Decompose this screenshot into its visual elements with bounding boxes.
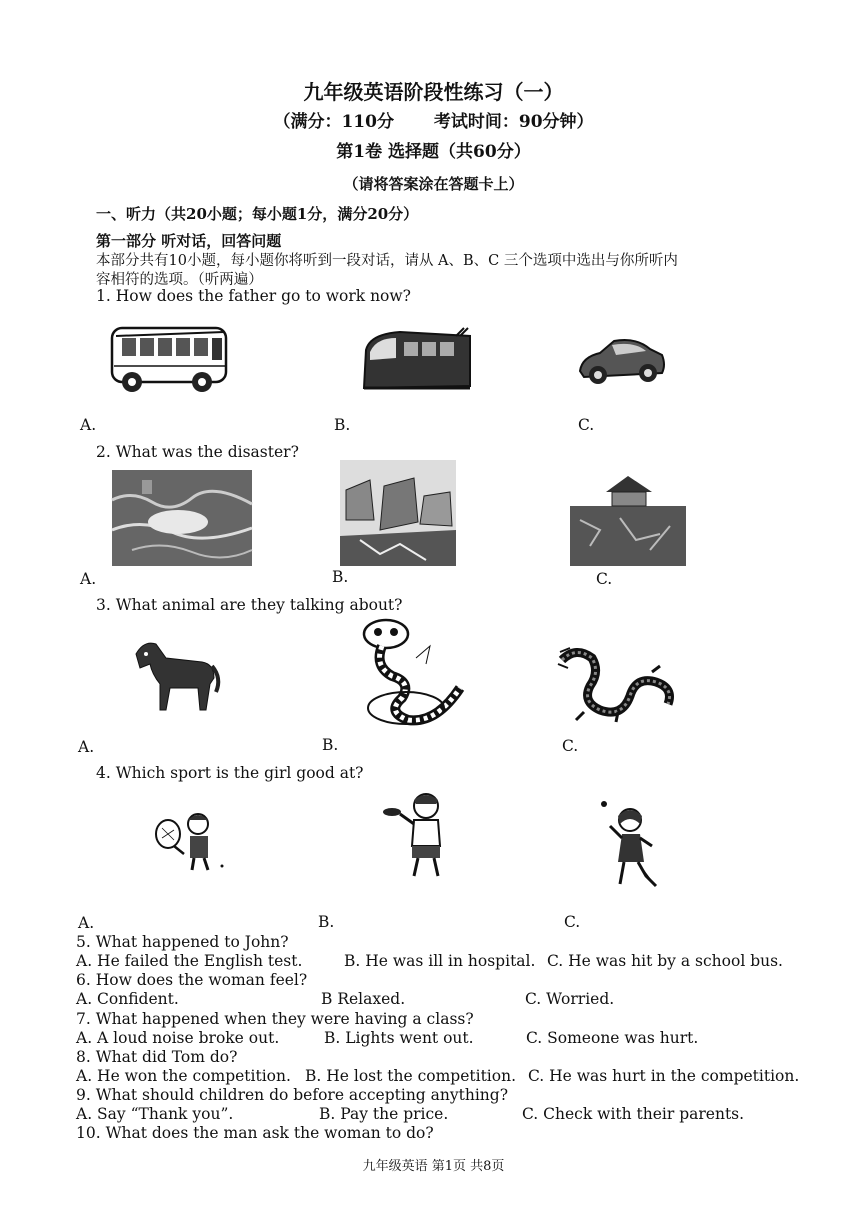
q1-option-c: C. [578, 416, 595, 434]
q5-option-a: A. He failed the English test. [76, 952, 303, 970]
page-footer: 九年级英语 第1页 共8页 [362, 1159, 505, 1174]
page-title: 九年级英语阶段性练习（一） [303, 80, 564, 104]
horse-illustration [126, 634, 222, 716]
answer-note: （请将答案涂在答题卡上） [343, 175, 524, 193]
section-title: 一、听力（共20小题；每小题1分，满分20分） [96, 205, 419, 223]
q5-option-b: B. He was ill in hospital. [344, 952, 536, 970]
q4-option-c: C. [564, 913, 581, 931]
skipping-girl-illustration [596, 796, 676, 888]
q8-option-b: B. He lost the competition. [305, 1067, 516, 1085]
q1-option-a: A. [80, 416, 97, 434]
q7-option-c: C. Someone was hurt. [526, 1029, 699, 1047]
earthquake-illustration [340, 460, 456, 566]
q8-option-c: C. He was hurt in the competition. [528, 1067, 800, 1085]
q2-option-a: A. [80, 570, 97, 588]
q7-option-a: A. A loud noise broke out. [76, 1029, 280, 1047]
q6-option-b: B Relaxed. [321, 990, 406, 1008]
score-time-line: （满分：110分 考试时间：90分钟） [273, 112, 594, 132]
question-1: 1. How does the father go to work now? [96, 287, 411, 305]
tennis-girl-illustration [152, 808, 232, 872]
question-8: 8. What did Tom do? [76, 1048, 238, 1066]
q4-option-b: B. [318, 913, 335, 931]
q5-option-c: C. He was hit by a school bus. [547, 952, 783, 970]
frisbee-boy-illustration [382, 790, 462, 880]
q8-option-a: A. He won the competition. [76, 1067, 291, 1085]
q7-option-b: B. Lights went out. [324, 1029, 474, 1047]
q3-option-c: C. [562, 737, 579, 755]
q6-option-c: C. Worried. [525, 990, 615, 1008]
instructions-line-2: 容相符的选项。（听两遍） [96, 272, 263, 288]
question-7: 7. What happened when they were having a class? [76, 1010, 474, 1028]
q3-option-b: B. [322, 736, 339, 754]
volume-title: 第1卷 选择题（共60分） [336, 142, 531, 162]
snake-illustration [356, 616, 468, 728]
q2-option-c: C. [596, 570, 613, 588]
question-6: 6. How does the woman feel? [76, 971, 308, 989]
part-title: 第一部分 听对话，回答问题 [96, 232, 282, 250]
train-illustration [360, 328, 474, 394]
question-3: 3. What animal are they talking about? [96, 596, 403, 614]
q9-option-b: B. Pay the price. [319, 1105, 449, 1123]
flood-illustration [112, 470, 252, 566]
q1-option-b: B. [334, 416, 351, 434]
instructions-line-1: 本部分共有10小题，每小题你将听到一段对话，请从 A、B、C 三个选项中选出与你所听内 [96, 253, 678, 269]
question-10: 10. What does the man ask the woman to do? [76, 1124, 434, 1142]
q9-option-c: C. Check with their parents. [522, 1105, 745, 1123]
dragon-illustration [556, 646, 682, 726]
q4-option-a: A. [78, 914, 95, 932]
q2-option-b: B. [332, 568, 349, 586]
car-illustration [576, 335, 668, 389]
question-2: 2. What was the disaster? [96, 443, 299, 461]
drought-illustration [570, 470, 686, 566]
q3-option-a: A. [78, 738, 95, 756]
q9-option-a: A. Say “Thank you”. [76, 1105, 234, 1123]
q6-option-a: A. Confident. [76, 990, 179, 1008]
question-5: 5. What happened to John? [76, 933, 289, 951]
bus-illustration [108, 322, 232, 398]
question-9: 9. What should children do before accepting anything? [76, 1086, 509, 1104]
question-4: 4. Which sport is the girl good at? [96, 764, 364, 782]
